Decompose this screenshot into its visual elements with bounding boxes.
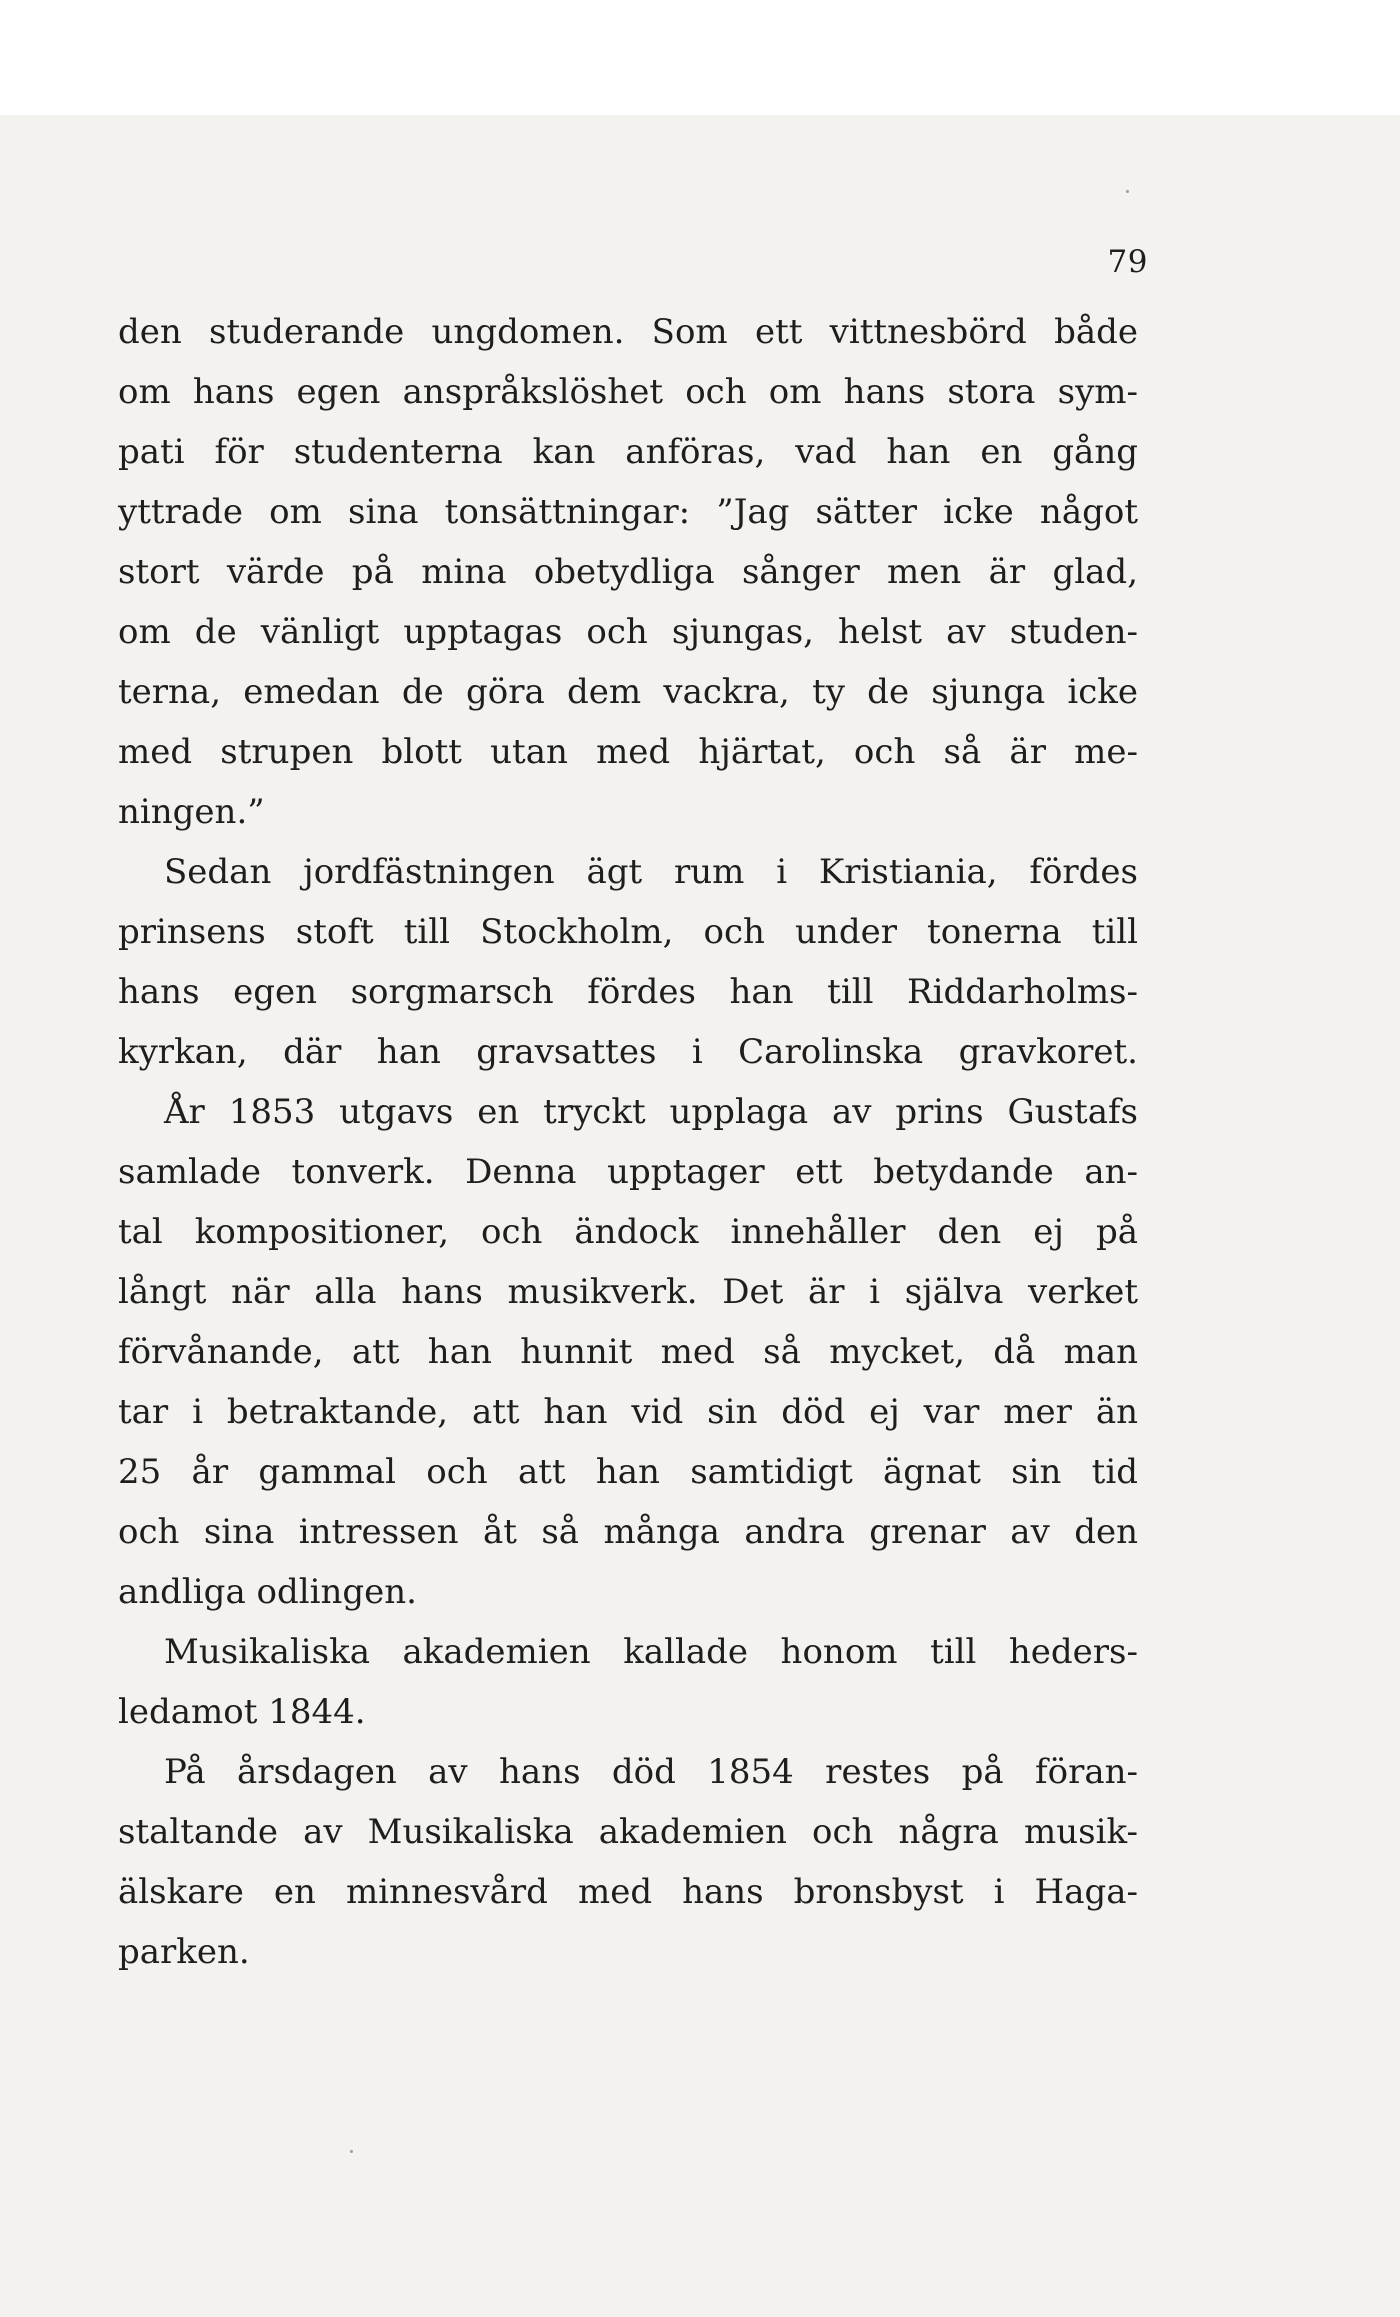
text-line: älskare en minnesvård med hans bronsbyst i Haga- [118,1872,1138,1912]
page-number: 79 [1107,244,1148,280]
text-line: förvånande, att han hunnit med så mycket, då man [118,1332,1138,1372]
body-text [118,302,1138,1982]
paper-speck [350,2150,353,2153]
text-line: med strupen blott utan med hjärtat, och så är me- [118,732,1138,772]
text-line: ningen.” [118,792,265,832]
text-line: tar i betraktande, att han vid sin död ej var mer än [118,1392,1138,1432]
text-line: År 1853 utgavs en tryckt upplaga av prins Gustafs [164,1092,1138,1132]
text-line: parken. [118,1932,250,1972]
text-line: tal kompositioner, och ändock innehåller den ej på [118,1212,1138,1252]
text-line: terna, emedan de göra dem vackra, ty de sjunga icke [118,672,1138,712]
text-line: yttrade om sina tonsättningar: ”Jag sätter icke något [118,492,1138,532]
text-line: samlade tonverk. Denna upptager ett betydande an- [118,1152,1138,1192]
text-line: den studerande ungdomen. Som ett vittnesbörd både [118,312,1138,352]
text-line: prinsens stoft till Stockholm, och under tonerna till [118,912,1138,952]
text-line: andliga odlingen. [118,1572,417,1612]
text-line: ledamot 1844. [118,1692,366,1732]
text-line: Musikaliska akademien kallade honom till heders- [164,1632,1138,1672]
text-line: staltande av Musikaliska akademien och några musik- [118,1812,1138,1852]
text-line: På årsdagen av hans död 1854 restes på föran- [164,1752,1138,1792]
text-line: 25 år gammal och att han samtidigt ägnat sin tid [118,1452,1138,1492]
text-line: stort värde på mina obetydliga sånger men är glad, [118,552,1138,592]
paper-speck [1126,190,1129,193]
text-line: hans egen sorgmarsch fördes han till Riddarholms- [118,972,1138,1012]
text-line: om hans egen anspråkslöshet och om hans stora sym- [118,372,1138,412]
text-line: och sina intressen åt så många andra grenar av den [118,1512,1138,1552]
text-line: Sedan jordfästningen ägt rum i Kristiania, fördes [164,852,1138,892]
text-line: långt när alla hans musikverk. Det är i själva verket [118,1272,1138,1312]
text-line: om de vänligt upptagas och sjungas, helst av studen- [118,612,1138,652]
text-line: kyrkan, där han gravsattes i Carolinska gravkoret. [118,1032,1138,1072]
text-line: pati för studenterna kan anföras, vad han en gång [118,432,1138,472]
